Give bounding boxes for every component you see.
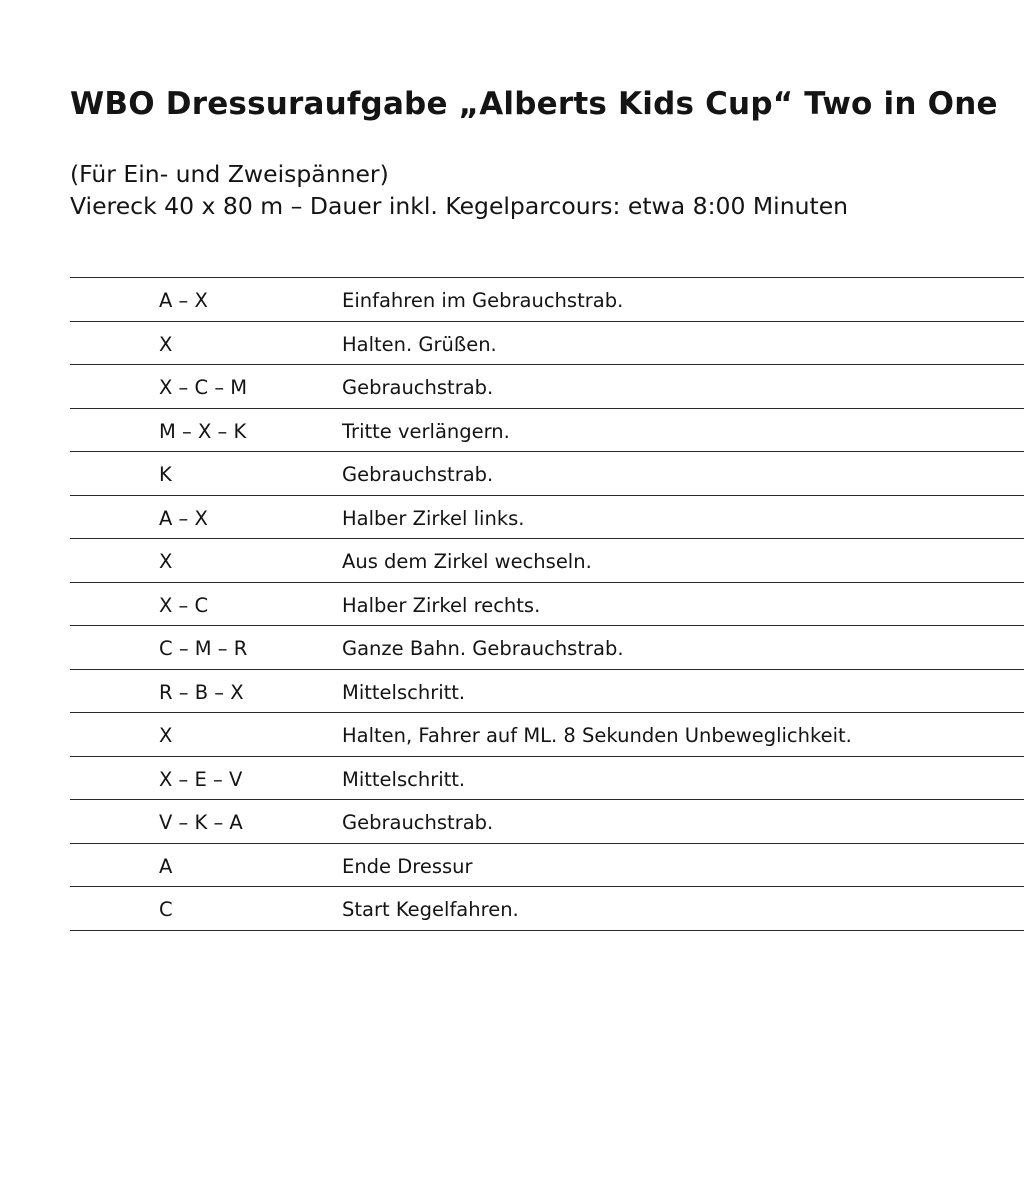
step-description: Gebrauchstrab.	[342, 463, 494, 486]
step-point: K	[159, 463, 172, 486]
step-row	[70, 670, 1024, 714]
step-row	[70, 887, 1024, 931]
step-description: Mittelschritt.	[342, 680, 466, 704]
step-description: Start Kegelfahren.	[342, 898, 519, 921]
step-row	[70, 452, 1024, 496]
step-description: Halber Zirkel links.	[342, 506, 525, 530]
step-row	[70, 713, 1024, 757]
step-description: Gebrauchstrab.	[342, 811, 494, 834]
step-description: Tritte verlängern.	[342, 419, 510, 443]
step-row	[70, 757, 1024, 801]
step-point: A	[159, 854, 173, 878]
step-row	[70, 409, 1024, 453]
subtitle-line-2: Viereck 40 x 80 m – Dauer inkl. Kegelparcours: etwa 8:00 Minuten	[70, 192, 849, 220]
step-row	[70, 539, 1024, 583]
step-row	[70, 800, 1024, 844]
step-point: A – X	[159, 506, 208, 530]
step-point: A – X	[159, 289, 208, 312]
step-point: X	[159, 724, 173, 747]
step-description: Gebrauchstrab.	[342, 376, 494, 399]
document-subtitle	[70, 158, 848, 222]
step-point: C	[159, 898, 173, 921]
step-point: X	[159, 332, 173, 356]
step-row	[70, 365, 1024, 409]
step-row	[70, 322, 1024, 366]
step-point: X – E – V	[159, 767, 243, 791]
step-description: Halten, Fahrer auf ML. 8 Sekunden Unbeweglichkeit.	[342, 724, 852, 747]
dressage-steps-table	[70, 277, 1024, 931]
step-description: Einfahren im Gebrauchstrab.	[342, 289, 624, 312]
step-row	[70, 278, 1024, 322]
step-point: V – K – A	[159, 811, 243, 834]
step-description: Aus dem Zirkel wechseln.	[342, 550, 592, 573]
step-description: Halber Zirkel rechts.	[342, 593, 541, 617]
step-description: Ende Dressur	[342, 854, 473, 878]
step-description: Mittelschritt.	[342, 767, 466, 791]
step-description: Ganze Bahn. Gebrauchstrab.	[342, 637, 624, 660]
step-point: X	[159, 550, 173, 573]
step-row	[70, 496, 1024, 540]
subtitle-line-1: (Für Ein- und Zweispänner)	[70, 160, 389, 188]
step-point: M – X – K	[159, 419, 247, 443]
step-row	[70, 844, 1024, 888]
step-description: Halten. Grüßen.	[342, 332, 497, 356]
step-point: R – B – X	[159, 680, 244, 704]
step-row	[70, 626, 1024, 670]
document-title: WBO Dressuraufgabe „Alberts Kids Cup“ Two in One	[70, 86, 998, 122]
step-point: X – C – M	[159, 376, 248, 399]
step-row	[70, 583, 1024, 627]
step-point: C – M – R	[159, 637, 248, 660]
step-point: X – C	[159, 593, 209, 617]
